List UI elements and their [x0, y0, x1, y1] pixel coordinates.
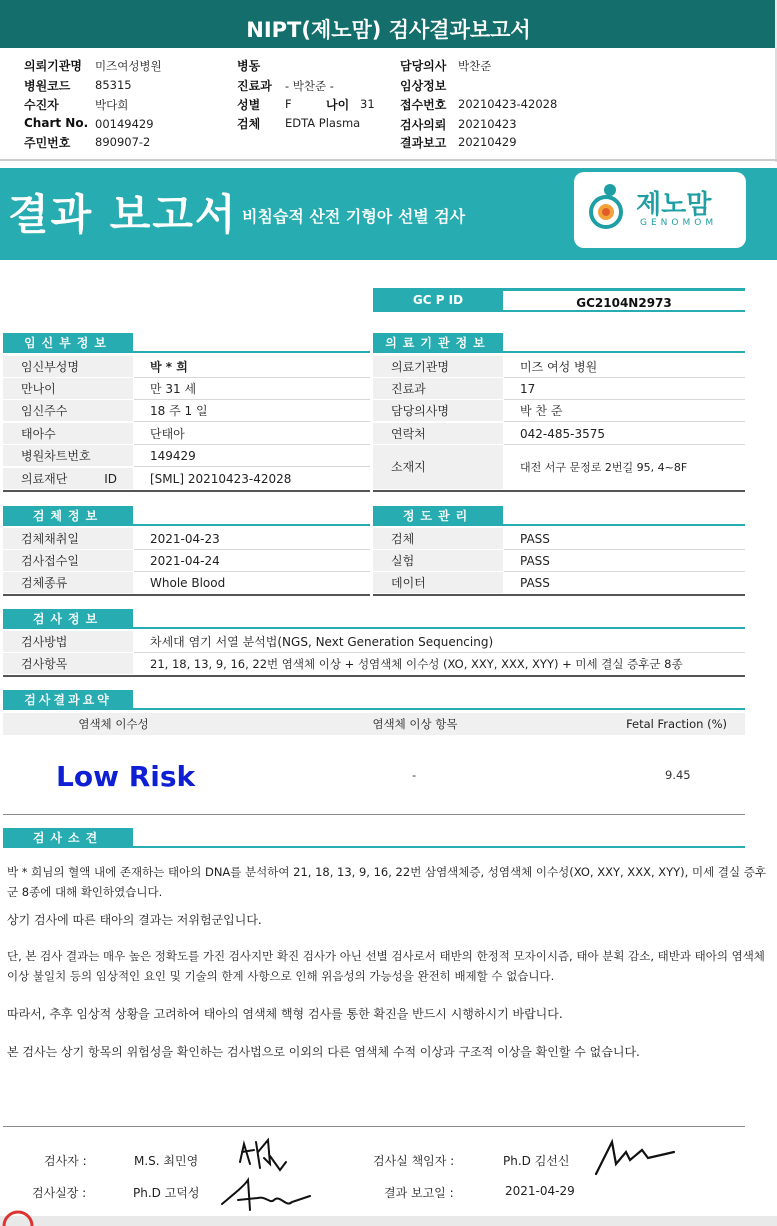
specimen-value: Whole Blood — [150, 576, 226, 590]
result-summary-header: 검사결과요약 — [3, 690, 133, 710]
header-value: 85315 — [95, 78, 132, 92]
report-title-bar — [0, 0, 777, 48]
hospital-label: 연락처 — [373, 423, 503, 445]
pregnant-value: 18 주 1 일 — [134, 400, 370, 422]
header-value: F — [285, 97, 292, 111]
header-label: 성별 — [237, 98, 261, 112]
header-value: 박다희 — [95, 98, 129, 112]
header-label: 수진자 — [24, 98, 59, 112]
report-date-value: 2021-04-29 — [505, 1184, 575, 1198]
responsible-signature — [590, 1134, 680, 1180]
tester-name: M.S. 최민영 — [134, 1154, 199, 1168]
logo-subname: GENOMOM — [640, 218, 718, 228]
section-rule — [133, 524, 370, 526]
test-label: 검사방법 — [3, 631, 133, 653]
header-value: 미즈여성병원 — [95, 59, 162, 73]
hospital-label: 진료과 — [373, 378, 503, 400]
section-bottom-rule — [3, 814, 745, 815]
summary-col-aneuploidy: 염색체 이수성 — [3, 713, 224, 735]
aneuploidy-result: Low Risk — [56, 760, 196, 793]
specimen-info-header: 검체정보 — [3, 506, 133, 526]
header-label: 담당의사 — [400, 59, 447, 73]
findings-paragraph: 박 * 희님의 혈액 내에 존재하는 태아의 DNA를 분석하여 21, 18, 13, 9, 16, 22번 삼염색체증, 성염색체 이수성(XO, XXY, XXX, XYY), 미세 결실 증후군 8종에 대해 확인하였습니다. — [7, 865, 766, 899]
pregnant-value: 만 31 세 — [134, 378, 370, 400]
hospital-label: 의료기관명 — [373, 356, 503, 378]
qc-value: PASS — [504, 550, 745, 572]
header-label: 검사의뢰 — [400, 118, 447, 132]
section-rule — [133, 627, 745, 629]
pregnant-label: 병원차트번호 — [3, 445, 133, 467]
header-label: 임상정보 — [400, 79, 447, 93]
header-value: 20210429 — [458, 135, 517, 149]
findings-header: 검사소견 — [3, 828, 133, 848]
header-value: 31 — [360, 97, 375, 111]
section-bottom-rule — [373, 490, 745, 492]
test-info-header: 검사정보 — [3, 609, 133, 629]
hospital-value: 대전 서구 문정로 2번길 95, 4~8F — [520, 461, 688, 474]
hospital-info-header: 의료기관정보 — [373, 333, 503, 353]
header-value: - 박찬준 - — [285, 79, 334, 93]
section-bottom-rule — [3, 594, 370, 596]
hospital-value: 미즈 여성 병원 — [504, 356, 745, 378]
pregnant-value: 단태아 — [134, 423, 370, 445]
header-value: EDTA Plasma — [285, 116, 361, 130]
section-rule — [133, 708, 745, 710]
quality-control-header: 정도관리 — [373, 506, 503, 526]
signature-divider — [3, 1126, 745, 1127]
pregnant-label: 의료재단 ID — [3, 468, 133, 490]
logo-name: 제노맘 — [636, 190, 712, 220]
abnormal-item-value: - — [412, 768, 417, 782]
gcp-id-value: GC2104N2973 — [503, 288, 745, 312]
hospital-label: 담당의사명 — [373, 400, 503, 422]
header-value: 박찬준 — [458, 59, 492, 73]
header-value: 00149429 — [95, 117, 154, 131]
section-rule — [133, 846, 745, 848]
test-label: 검사항목 — [3, 653, 133, 675]
findings-paragraph: 상기 검사에 따른 태아의 결과는 저위험군입니다. — [7, 913, 262, 927]
pregnant-label: 임신부성명 — [3, 356, 133, 378]
section-rule — [503, 351, 745, 353]
header-label: 나이 — [326, 98, 350, 112]
pregnant-info-header: 임신부정보 — [3, 333, 133, 353]
test-value: 21, 18, 13, 9, 16, 22번 염색체 이상 + 성염색체 이수성 (XO, XXY, XXX, XYY) + 미세 결실 증후군 8종 — [150, 657, 683, 671]
header-label: 병동 — [237, 59, 261, 73]
stamp-icon — [0, 1208, 36, 1226]
summary-col-fetal-fraction: Fetal Fraction (%) — [606, 713, 745, 735]
findings-paragraph: 따라서, 추후 임상적 상황을 고려하여 태아의 염색체 핵형 검사를 통한 확진을 반드시 시행하시기 바랍니다. — [7, 1007, 563, 1021]
fetal-fraction-value: 9.45 — [665, 768, 691, 782]
report-title: NIPT(제노맘) 검사결과보고서 — [246, 18, 531, 42]
header-label: 결과보고 — [400, 136, 447, 150]
tester-signature — [234, 1134, 290, 1176]
section-bottom-rule — [3, 675, 745, 677]
test-value: 차세대 염기 서열 분석법(NGS, Next Generation Sequencing) — [134, 631, 745, 653]
header-value: 890907-2 — [95, 135, 151, 149]
pregnant-value: 149429 — [134, 445, 370, 467]
lab-head-name: Ph.D 고덕성 — [133, 1186, 200, 1200]
genomom-logo — [574, 172, 746, 248]
pregnant-label: 만나이 — [3, 378, 133, 400]
report-date-label: 결과 보고일 : — [384, 1186, 454, 1200]
pregnant-value: 박 * 희 — [134, 356, 370, 378]
header-label: Chart No. — [24, 116, 89, 130]
qc-label: 검체 — [373, 528, 503, 550]
section-bottom-rule — [373, 594, 745, 596]
header-label: 주민번호 — [24, 136, 71, 150]
banner-title: 결과 보고서 — [8, 190, 238, 239]
specimen-value: 2021-04-24 — [134, 550, 370, 572]
responsible-label: 검사실 책임자 : — [373, 1154, 455, 1168]
header-divider — [0, 159, 777, 161]
header-label: 병원코드 — [24, 79, 71, 93]
header-label: 의뢰기관명 — [24, 59, 82, 73]
qc-value: PASS — [504, 528, 745, 550]
findings-paragraph: 본 검사는 상기 항목의 위험성을 확인하는 검사법으로 이외의 다른 염색체 수적 이상과 구조적 이상을 확인할 수 없습니다. — [7, 1045, 640, 1059]
hospital-label: 소재지 — [373, 445, 503, 490]
hospital-value: 17 — [504, 378, 745, 400]
header-value: 20210423-42028 — [458, 97, 558, 111]
header-value: 20210423 — [458, 117, 517, 131]
logo-icon — [588, 182, 624, 232]
hospital-value: 042-485-3575 — [504, 423, 745, 445]
pregnant-value: [SML] 20210423-42028 — [150, 472, 292, 486]
page-bottom-edge — [0, 1216, 777, 1226]
header-label: 검체 — [237, 117, 261, 131]
header-label: 진료과 — [237, 79, 272, 93]
specimen-label: 검사접수일 — [3, 550, 133, 572]
lab-head-label: 검사실장 : — [32, 1186, 87, 1200]
pregnant-label: 태아수 — [3, 423, 133, 445]
summary-col-abnormal: 염색체 이상 항목 — [224, 713, 606, 735]
responsible-name: Ph.D 김선신 — [503, 1154, 570, 1168]
specimen-value: 2021-04-23 — [134, 528, 370, 550]
findings-paragraph: 단, 본 검사 결과는 매우 높은 정확도를 가진 검사지만 확진 검사가 아닌 선별 검사로서 태반의 한정적 모자이시즘, 태아 분획 감소, 태반과 태아의 염색체 이상 불일치 등의 임상적인 요인 및 기술의 한계 사항으로 인해 위음성의 가능성을 완전히 배제할 수 없습니다. — [7, 949, 765, 983]
header-label: 접수번호 — [400, 98, 447, 112]
qc-label: 데이터 — [373, 572, 503, 594]
section-rule — [503, 524, 745, 526]
qc-label: 실험 — [373, 550, 503, 572]
lab-head-signature — [214, 1174, 314, 1218]
pregnant-label: 임신주수 — [3, 400, 133, 422]
specimen-label: 검체종류 — [3, 572, 133, 594]
specimen-label: 검체채취일 — [3, 528, 133, 550]
section-rule — [133, 351, 370, 353]
header-info-panel — [0, 48, 777, 162]
hospital-value: 박 찬 준 — [504, 400, 745, 422]
qc-value: PASS — [520, 576, 550, 590]
banner-subtitle: 비침습적 산전 기형아 선별 검사 — [242, 207, 466, 226]
gcp-id-label: GC P ID — [373, 288, 503, 312]
tester-label: 검사자 : — [44, 1154, 87, 1168]
section-bottom-rule — [3, 490, 370, 492]
